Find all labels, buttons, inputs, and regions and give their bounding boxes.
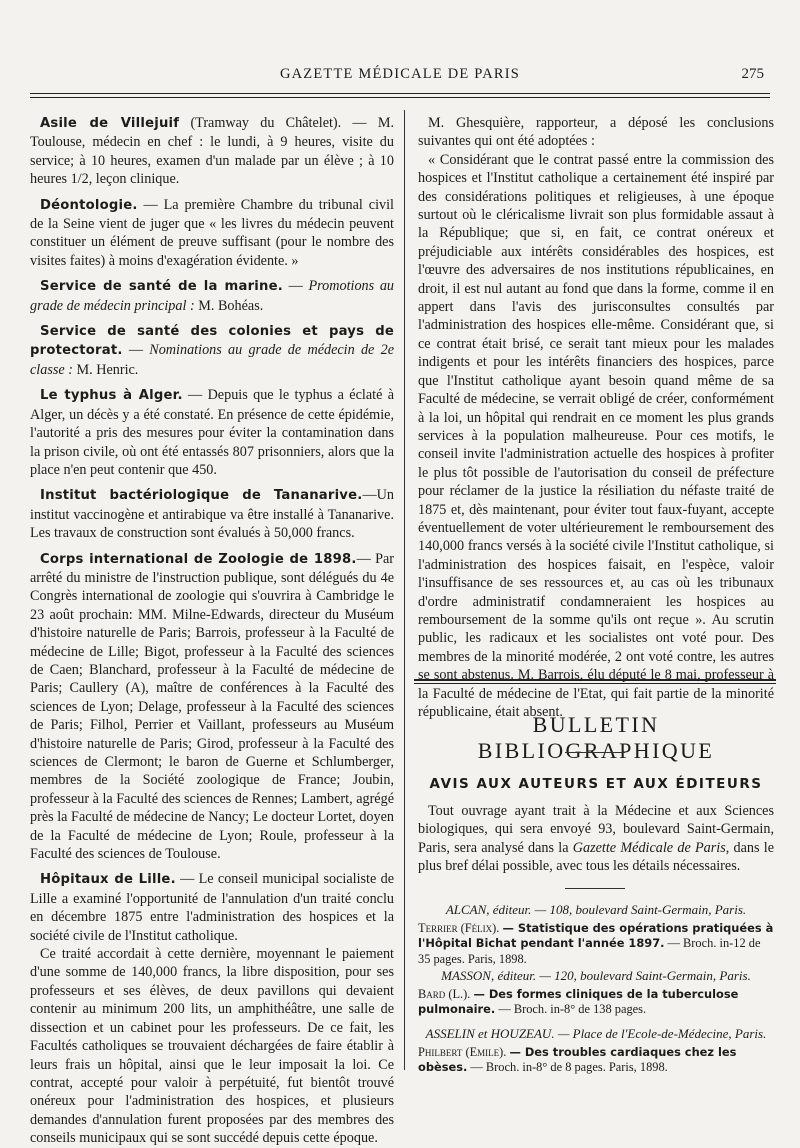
article-dash: — <box>122 342 150 359</box>
short-rule <box>565 888 625 889</box>
article-villejuif <box>30 114 394 189</box>
article-heading: Institut bactériologique de Tananarive. <box>40 488 363 504</box>
article-text: — Depuis que le typhus a éclaté à Alger, un décès y a été constaté. En présence de cette épidémie, l'autorité a pris des mesures pour éviter la contamination dans la prison civile, où ont été entassés 807 prisonniers, alors que la place n'en peut contenir que 450. <box>30 387 395 478</box>
article-text: — La première Chambre du tribunal civil de la Seine vient de juger que « les livres du médecin peuvent constituer un élément de preuve suffisant (pour le nombre des visites faites) à moins d'exagération évidente. » <box>30 196 394 269</box>
article-text: M. Bohéas. <box>194 297 264 314</box>
left-column <box>30 114 394 1148</box>
short-rule <box>565 752 625 753</box>
header-rule <box>30 93 770 94</box>
article-zoologie <box>30 550 394 864</box>
article-tananarive <box>30 486 394 542</box>
article-heading: Service de santé des colonies et pays de protectorat. <box>30 324 394 359</box>
article-typhus <box>30 386 394 479</box>
avis-heading: AVIS AUX AUTEURS ET AUX ÉDITEURS <box>429 776 763 792</box>
bib-item <box>418 921 774 968</box>
bib-entry <box>418 902 774 967</box>
article-heading: Déontologie. <box>40 197 138 213</box>
article-text: — Le conseil municipal socialiste de Lille a examiné l'opportunité de l'annulation d'un traité conclu en décembre 1875 entre l'administration des hospices et la société civile de l'Institut catholique. <box>30 871 394 944</box>
bib-publisher: ASSELIN et HOUZEAU. — Place de l'Ecole-de-Médecine, Paris. <box>425 1026 767 1041</box>
avis-journal-name: Gazette Médicale de Paris, <box>572 839 730 856</box>
bib-publisher: ALCAN, éditeur. — 108, boulevard Saint-Germain, Paris. <box>445 902 747 917</box>
bib-item <box>418 987 774 1018</box>
bib-details: — Broch. in-8° de 138 pages. <box>495 1002 647 1017</box>
article-text: M. Henric. <box>72 361 139 378</box>
bib-title: — Statistique des opérations pratiquées à l'Hôpital Bichat pendant l'année 1897. <box>418 920 774 951</box>
article-heading: Le typhus à Alger. <box>40 388 183 404</box>
header-rule-thin <box>30 97 770 98</box>
bib-title: — Des troubles cardiaques chez les obèses. <box>418 1044 737 1075</box>
bib-publisher: MASSON, éditeur. — 120, boulevard Saint-Germain, Paris. <box>441 968 751 983</box>
article-italic: Promotions au grade de médecin principal : <box>30 278 395 314</box>
article-text: — Par arrêté du ministre de l'instruction publique, sont délégués du 4e Congrès international de zoologie qui s'ouvrira à Cambridge le 23 août prochain: MM. Milne-Edwards, directeur du Muséum d'histoire naturelle de Paris; Barrois, professeur à la Faculté de médecine de Lille; Bigot, professeur à la Faculté des sciences de Caen; Blanchard, professeur à la Faculté de médecine de Paris; Caullery (A), maître de conférences à la Faculté des sciences de Lyon; Delage, professeur à la Faculté des sciences de Paris; Filhol, Perrier et Vaillant, professeurs au Muséum d'histoire naturelle de Paris; Girod, professeur à la Faculté des sciences de Clermont; le baron de Guerne et Schlumberger, membres de la Société zoologique de France; Joubin, professeur à la Faculté des sciences de Rennes; Lambert, agrégé près la Faculté de médecine de Nancy; Le docteur Lortet, doyen de la Faculté de médecine de Lyon; Roule, professeur à la Faculté des sciences de Toulouse. <box>30 550 394 863</box>
paragraph-rapport: M. Ghesquière, rapporteur, a déposé les conclusions suivantes qui ont été adoptées : <box>418 115 774 150</box>
avis-text-end: dans le plus bref délai possible, avec tous les détails nécessaires. <box>418 839 774 875</box>
article-heading: Service de santé de la marine. <box>40 279 283 295</box>
bulletin-rule <box>414 679 776 681</box>
bib-details: — Broch. in-12 de 35 pages. Paris, 1898. <box>418 936 761 966</box>
bib-author: Philbert (Emile). <box>418 1044 507 1059</box>
bib-item <box>418 1045 774 1076</box>
article-marine <box>30 277 394 315</box>
avis-body <box>418 802 774 876</box>
article-heading: Corps international de Zoologie de 1898. <box>40 551 357 567</box>
running-head <box>30 66 770 88</box>
article-lille-continued: Ce traité accordait à cette dernière, moyennant le paiement d'une somme de 140,000 francs, la libre disposition, pour ses professeurs et ses élèves, de deux pavillons qui devaient contenir au minimum 200 lits, un amphithéâtre, une salle de dissection et un cabinet pour les professeurs. De ce fait, les Facultés catholiques se trouvaient déchargées de faire établir à leurs frais un hôpital, ainsi que le leur imposait la loi. Ce contrat, accepté pour valoir à perpétuité, fut bientôt trouvé onéreux pour l'administration des hospices, et plusieurs demandes d'annulation furent proposées par des membres des conseils municipaux qui se sont succédé depuis cette époque. <box>30 946 394 1147</box>
article-dash: — <box>282 278 309 295</box>
article-heading: Asile de Villejuif <box>40 116 180 131</box>
article-italic: Nominations au grade de médecin de 2e classe : <box>30 342 394 378</box>
avis-text: Tout ouvrage ayant trait à la Médecine et aux Sciences biologiques, qui sera envoyé 93, boulevard Saint-Germain, Paris, sera analysé dans la <box>418 803 774 856</box>
article-text: (Tramway du Châtelet). — M. Toulouse, médecin en chef : le lundi, à 9 heures, visite du service; à 10 heures, examen d'un malade par un élève ; à 10 heures 1/2, leçon clinique. <box>30 115 395 188</box>
bib-entry <box>418 968 774 1018</box>
avis-paragraph <box>418 802 774 876</box>
article-lille <box>30 870 394 945</box>
page-number: 275 <box>741 66 764 82</box>
right-column <box>418 114 774 721</box>
bib-author: Bard (L.). <box>418 986 471 1001</box>
bulletin-title: BULLETIN BIBLIOGRAPHIQUE <box>477 712 715 763</box>
bulletin-rule-thin <box>414 683 776 684</box>
bib-entry <box>418 1026 774 1076</box>
paragraph-conclusions: « Considérant que le contrat passé entre la commission des hospices et l'Institut catholique a certainement été inspiré par des considérations politiques et religieuses, à une époque surtout où le cléricalisme livrait son plus formidable assaut à la République; que si, en fait, ce contrat onéreux et préjudiciable aux intérêts considérables des hospices, est l'œuvre des adversaires de nos institutions républicaines, en droit, il est nul autant au fond que dans la forme, comme il en appert dans l'avis des jurisconsultes consultés par l'administration des hospices elle-même. Considérant que, si ce contrat était brisé, ce serait tant mieux pour les malades indigents et pour les intérêts financiers des hospices, parce que l'Institut catholique ayant besoin quand même de sa Faculté de médecine, se verrait obligé de créer, conformément à la loi, un hôpital qui rendrait en ce moment les plus grands services à la population malheureuse. Pour ces motifs, le conseil invite l'administration actuelle des hospices à profiter le plus tôt possible de l'autorisation du conseil de préfecture pour réclamer de la justice la résiliation du néfaste traité de 1875 et, dès maintenant, pour éviter tout faux-fuyant, accepte éventuellement de voter ultérieurement le remboursement des 140,000 francs versés à la société civile l'Institut catholique, si l'administration des hospices faisait, en l'espèce, valoir l'insuffisance de ses ressources et, au cas où les tribunaux d'ordre administratif condamneraient les hospices au remboursement de la somme qu'ils ont reçue ». Au scrutin public, les radicaux et les socialistes ont voté pour. Des membres de la minorité modérée, 2 ont voté contre, les autres se sont abstenus. M. Barrois, élu député le 8 mai, professeur à la Faculté de médecine de l'Etat, qui fait partie de la minorité républicaine, était absent. <box>418 151 774 720</box>
article-colonies <box>30 322 394 379</box>
article-deontologie <box>30 196 394 271</box>
article-text: —Un institut vaccinogène et antirabique va être installé à Tananarive. Les travaux de construction sont évalués à 50,000 francs. <box>30 487 394 542</box>
bib-author: Terrier (Félix). <box>418 920 500 935</box>
journal-title: GAZETTE MÉDICALE DE PARIS <box>279 66 521 82</box>
bib-title: — Des formes cliniques de la tuberculose pulmonaire. <box>418 986 739 1017</box>
bib-details: — Broch. in-8° de 8 pages. Paris, 1898. <box>467 1060 668 1075</box>
column-divider <box>404 110 405 1070</box>
article-heading: Hôpitaux de Lille. <box>40 872 176 888</box>
